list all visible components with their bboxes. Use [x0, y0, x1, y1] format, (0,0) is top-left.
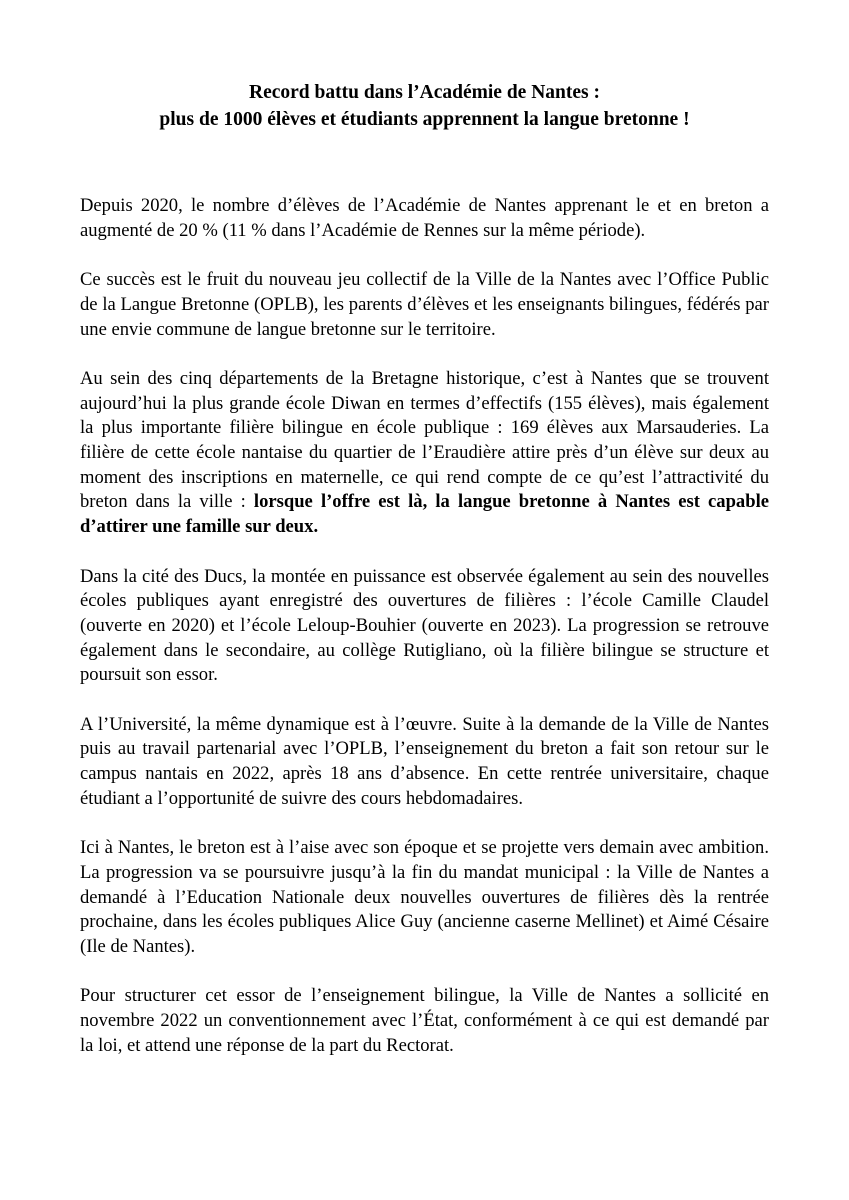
paragraph-4: Dans la cité des Ducs, la montée en puissance est observée également au sein des nouvelles écoles publiques ayant enregistré des ouvertures de filières : l’école Camille Claudel (ouverte en 2020) et l’école Leloup-Bouhier (ouverte en 2023). La progression se retrouve également dans le secondaire, au collège Rutigliano, où la filière bilingue se structure et poursuit son essor.: [80, 565, 769, 686]
paragraph-3: [80, 367, 769, 540]
title-line-2: plus de 1000 élèves et étudiants apprennent la langue bretonne !: [159, 109, 690, 130]
page-title: [80, 79, 769, 133]
document-body: [80, 194, 769, 1083]
paragraph-7: Pour structurer cet essor de l’enseignement bilingue, la Ville de Nantes a sollicité en novembre 2022 un conventionnement avec l’État, conformément à ce qui est demandé par la loi, et attend une réponse de la part du Rectorat.: [80, 985, 769, 1056]
title-line-1: Record battu dans l’Académie de Nantes :: [249, 82, 600, 103]
paragraph-5: A l’Université, la même dynamique est à l’œuvre. Suite à la demande de la Ville de Nantes puis au travail partenarial avec l’OPLB, l’enseignement du breton a fait son retour sur le campus nantais en 2022, après 18 ans d’absence. En cette rentrée universitaire, chaque étudiant a l’opportunité de suivre des cours hebdomadaires.: [80, 713, 769, 809]
paragraph-3-text: Au sein des cinq départements de la Bretagne historique, c’est à Nantes que se trouvent aujourd’hui la plus grande école Diwan en termes d’effectifs (155 élèves), mais également la plus importante filière bilingue en école publique : 169 élèves aux Marsauderies. La filière de cette école nantaise du quartier de l’Eraudière attire près d’un élève sur deux au moment des inscriptions en maternelle, ce qui rend compte de ce qu’est l’attractivité du breton dans la ville :: [80, 367, 769, 513]
paragraph-6: Ici à Nantes, le breton est à l’aise avec son époque et se projette vers demain avec ambition. La progression va se poursuivre jusqu’à la fin du mandat municipal : la Ville de Nantes a demandé à l’Education Nationale deux nouvelles ouvertures de filières dès la rentrée prochaine, dans les écoles publiques Alice Guy (ancienne caserne Mellinet) et Aimé Césaire (Ile de Nantes).: [80, 837, 769, 958]
paragraph-2: Ce succès est le fruit du nouveau jeu collectif de la Ville de la Nantes avec l’Office Public de la Langue Bretonne (OPLB), les parents d’élèves et les enseignants bilingues, fédérés par une envie commune de langue bretonne sur le territoire.: [80, 269, 769, 340]
paragraph-1: Depuis 2020, le nombre d’élèves de l’Académie de Nantes apprenant le et en breton a augmenté de 20 % (11 % dans l’Académie de Rennes sur la même période).: [80, 195, 769, 241]
paragraph-3-emphasis: lorsque l’offre est là, la langue bretonne à Nantes est capable d’attirer une famille sur deux.: [80, 491, 769, 538]
